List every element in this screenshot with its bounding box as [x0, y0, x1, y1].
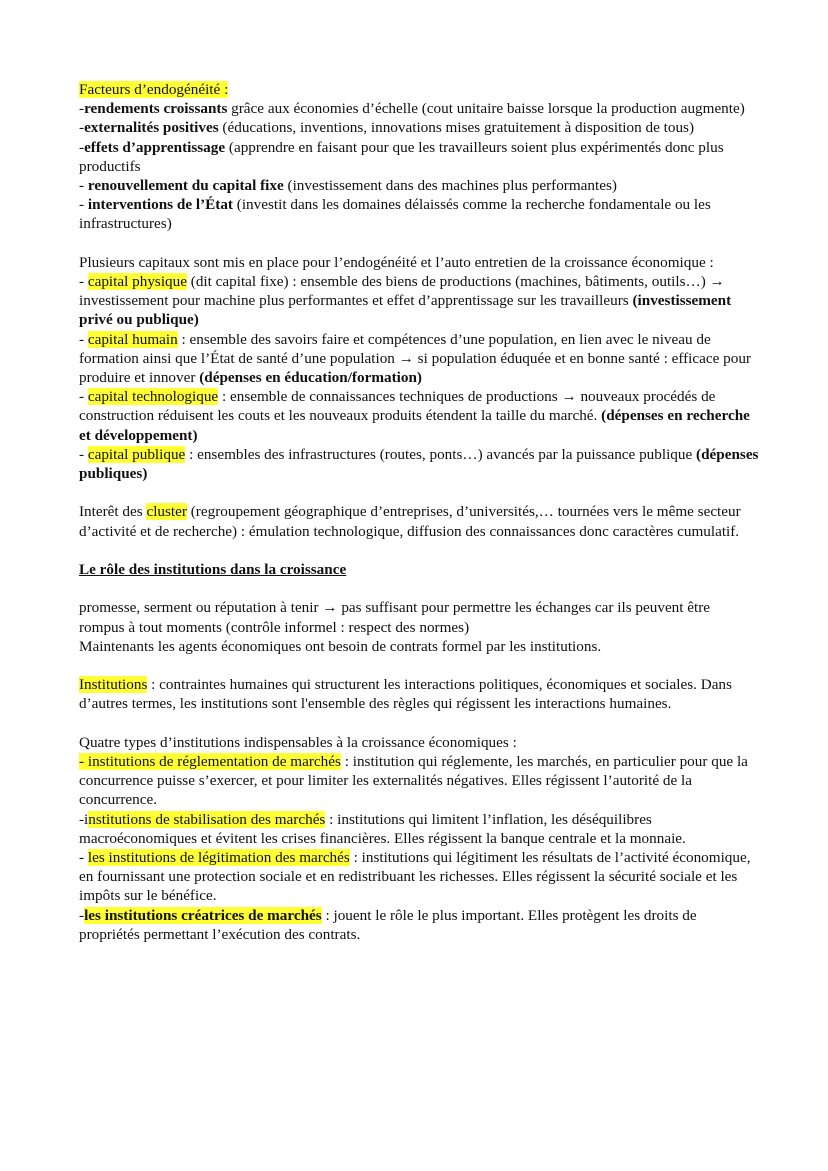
item-prefix: -	[79, 388, 88, 406]
definition-text: : contraintes humaines qui structurent les interactions politiques, économiques et sociales. Dans d’autres termes, les institutions sont l'ensemble des règles qui régissent les interactions humaines.	[79, 676, 732, 713]
item-prefix: -	[79, 906, 85, 924]
highlighted-term: capital physique	[87, 273, 187, 291]
capital-item	[79, 272, 759, 330]
item-prefix: -	[79, 177, 88, 195]
capital-item	[79, 330, 759, 388]
item-prefix: -i	[79, 810, 89, 828]
highlighted-term: Institutions	[79, 676, 148, 694]
spacer	[79, 579, 759, 598]
item-term: effets d’apprentissage	[84, 138, 226, 156]
heading-text: Facteurs d’endogénéité :	[79, 81, 229, 98]
item-bold-note: (dépenses en éducation/formation)	[199, 369, 422, 387]
spacer	[79, 714, 759, 733]
item-bold-note: (dépenses publiques)	[79, 445, 759, 483]
spacer	[79, 234, 759, 253]
factor-item	[79, 138, 759, 176]
item-prefix: -	[79, 445, 88, 463]
capitals-intro: Plusieurs capitaux sont mis en place pour l’endogénéité et l’auto entretien de la croissance économique :	[79, 253, 714, 271]
item-prefix: -	[79, 100, 85, 118]
highlighted-term: les institutions créatrices de marchés	[84, 906, 322, 924]
highlighted-term: capital publique	[87, 445, 186, 463]
institution-type	[79, 810, 759, 848]
item-prefix: -	[79, 196, 88, 214]
highlighted-term: capital humain	[87, 330, 178, 348]
highlighted-term: capital technologique	[87, 388, 219, 406]
item-text: : jouent le rôle le plus important. Elles protègent les droits de propriétés permettant l’exécution des contrats.	[79, 906, 697, 943]
item-prefix: -	[79, 138, 85, 156]
item-text: (apprendre en faisant pour que les travailleurs soient plus expérimentés donc plus productifs	[79, 138, 724, 175]
item-text: : ensembles des infrastructures (routes, ponts…) avancés par la puissance publique	[185, 445, 697, 463]
item-prefix: -	[79, 273, 88, 291]
institution-type	[79, 906, 759, 944]
item-prefix: -	[79, 849, 88, 867]
item-term: rendements croissants	[84, 100, 228, 118]
item-text: : ensemble de connaissances techniques de productions → nouveaux procédés de construction réduisent les couts et les nouveaux produits étendent la taille du marché.	[79, 388, 716, 425]
factor-item	[79, 99, 759, 118]
institution-type	[79, 848, 759, 906]
item-prefix: -	[79, 119, 85, 137]
item-term: interventions de l’État	[87, 196, 233, 214]
capital-item	[79, 387, 759, 445]
paragraph-text: (regroupement géographique d’entreprises, d’universités,… tournées vers le même secteur d’activité et de recherche) : émulation technologique, diffusion des connaissances donc caractères cumulatif.	[79, 503, 741, 540]
highlighted-term: les institutions de légitimation des marchés	[87, 849, 350, 867]
spacer	[79, 541, 759, 560]
item-bold-note: (investissement privé ou publique)	[79, 292, 732, 329]
highlighted-term: cluster	[146, 503, 187, 521]
paragraph-text: Interêt des	[79, 503, 147, 521]
item-term: renouvellement du capital fixe	[87, 177, 284, 195]
cluster-paragraph	[79, 502, 759, 540]
factor-item	[79, 176, 759, 195]
factor-item	[79, 195, 759, 233]
item-prefix: -	[79, 330, 88, 348]
paragraph: promesse, serment ou réputation à tenir → pas suffisant pour permettre les échanges car ils peuvent être rompus à tout moments (contrôle informel : respect des normes)	[79, 599, 711, 636]
highlighted-term: nstitutions de stabilisation des marchés	[88, 810, 326, 828]
highlighted-term: - institutions de réglementation de marchés	[79, 753, 341, 771]
paragraph: Maintenants les agents économiques ont besoin de contrats formel par les institutions.	[79, 637, 602, 655]
item-text: (dit capital fixe) : ensemble des biens de productions (machines, bâtiments, outils…) → investissement pour machine plus performantes et effet d’apprentissage sur les travailleurs	[79, 273, 725, 310]
item-term: externalités positives	[84, 119, 219, 137]
item-text: grâce aux économies d’échelle (cout unitaire baisse lorsque la production augmente)	[227, 100, 745, 118]
endogeneity-heading	[79, 80, 759, 99]
item-text: (éducations, inventions, innovations mises gratuitement à disposition de tous)	[218, 119, 695, 137]
capital-item	[79, 445, 759, 483]
item-bold-note: (dépenses en recherche et développement)	[79, 407, 750, 444]
institution-type	[79, 752, 759, 810]
item-text: : institutions qui légitiment les résultats de l’activité économique, en fournissant une protection sociale et en redistribuant les richesses. Elles régissent la sécurité sociale et les impôts sur le bénéfice.	[79, 849, 751, 905]
document-body	[79, 80, 759, 944]
item-text: : institution qui réglemente, les marchés, en particulier pour que la concurrence puisse s’exercer, et pour limiter les externalités négatives. Elles régissent l’autorité de la concurrence.	[79, 753, 748, 809]
item-text: (investissement dans des machines plus performantes)	[283, 177, 617, 195]
factor-item	[79, 118, 759, 137]
section-title: Le rôle des institutions dans la croissance	[79, 561, 347, 579]
types-intro: Quatre types d’institutions indispensables à la croissance économiques :	[79, 733, 517, 751]
item-text: : institutions qui limitent l’inflation, les déséquilibres macroéconomiques et évitent les crises financières. Elles régissent la banque centrale et la monnaie.	[79, 810, 686, 847]
item-text: : ensemble des savoirs faire et compétences d’une population, en lien avec le niveau de formation ainsi que l’État de santé d’une population → si population éduquée et en bonne santé : efficace pour produire et innover	[79, 330, 751, 387]
spacer	[79, 656, 759, 675]
item-text: (investit dans les domaines délaissés comme la recherche fondamentale ou les infrastructures)	[79, 196, 711, 233]
spacer	[79, 483, 759, 502]
institutions-definition	[79, 675, 759, 713]
